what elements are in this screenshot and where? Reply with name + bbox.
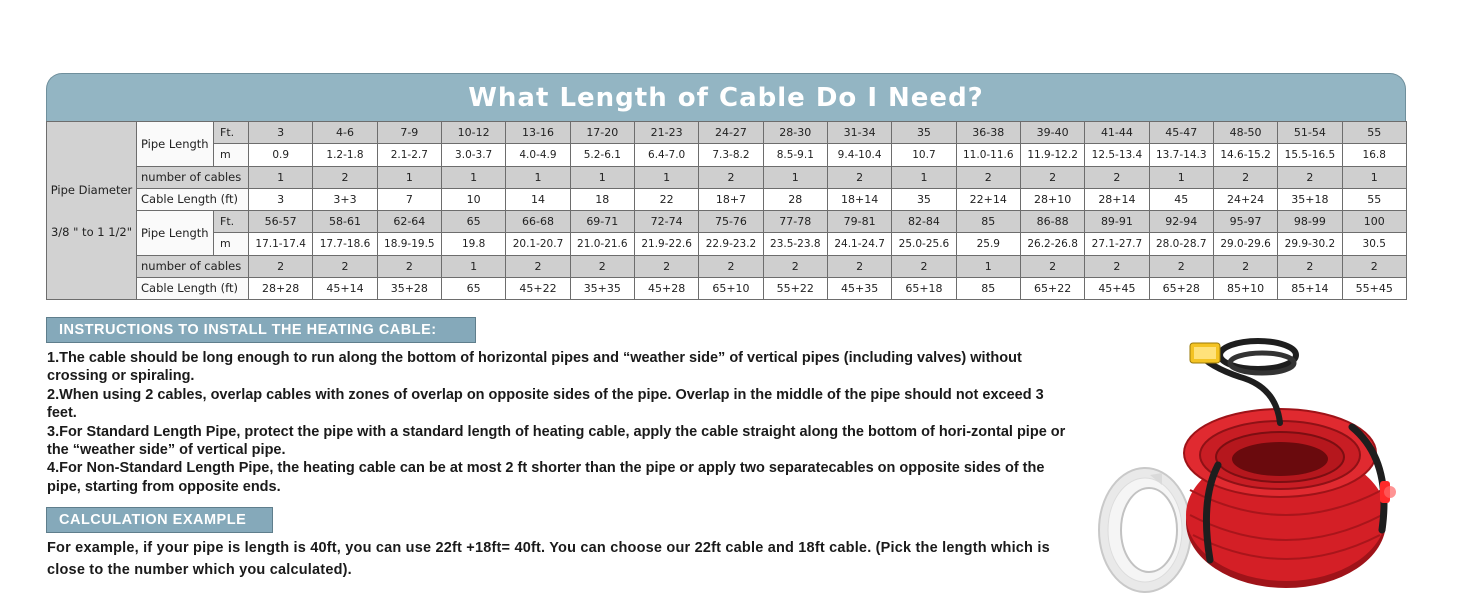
number-of-cables-cell: 2 (313, 166, 377, 188)
pipe-length-m-cell: 17.1-17.4 (249, 233, 313, 255)
unit-ft: Ft. (214, 122, 249, 144)
cable-length-cell: 65+18 (892, 277, 956, 299)
number-of-cables-label: number of cables (137, 166, 249, 188)
block2-m-row (47, 233, 1407, 255)
number-of-cables-cell: 2 (570, 255, 634, 277)
cable-length-cell: 45+28 (634, 277, 698, 299)
pipe-length-m-cell: 2.1-2.7 (377, 144, 441, 166)
cable-length-label: Cable Length (ft) (137, 277, 249, 299)
cable-length-cell: 3+3 (313, 188, 377, 210)
number-of-cables-cell: 1 (763, 166, 827, 188)
number-of-cables-cell: 1 (570, 166, 634, 188)
number-of-cables-cell: 2 (827, 166, 891, 188)
pipe-length-ft-cell: 51-54 (1278, 122, 1342, 144)
cable-length-cell: 35+28 (377, 277, 441, 299)
number-of-cables-cell: 2 (827, 255, 891, 277)
pipe-length-m-cell: 21.0-21.6 (570, 233, 634, 255)
pipe-length-ft-cell: 62-64 (377, 211, 441, 233)
block1-m-row (47, 144, 1407, 166)
pipe-length-m-cell: 26.2-26.8 (1020, 233, 1084, 255)
pipe-length-ft-cell: 72-74 (634, 211, 698, 233)
cable-length-cell: 28+28 (249, 277, 313, 299)
pipe-length-m-cell: 13.7-14.3 (1149, 144, 1213, 166)
pipe-length-m-cell: 15.5-16.5 (1278, 144, 1342, 166)
pipe-length-label: Pipe Length (137, 211, 214, 256)
pipe-length-ft-cell: 7-9 (377, 122, 441, 144)
pipe-length-m-cell: 0.9 (249, 144, 313, 166)
pipe-length-m-cell: 1.2-1.8 (313, 144, 377, 166)
number-of-cables-cell: 2 (1149, 255, 1213, 277)
cable-length-cell: 55+22 (763, 277, 827, 299)
pipe-length-m-cell: 6.4-7.0 (634, 144, 698, 166)
number-of-cables-cell: 2 (249, 255, 313, 277)
pipe-length-m-cell: 9.4-10.4 (827, 144, 891, 166)
pipe-length-ft-cell: 35 (892, 122, 956, 144)
pipe-length-ft-cell: 77-78 (763, 211, 827, 233)
number-of-cables-cell: 2 (1020, 166, 1084, 188)
heating-cable-coil-icon (1184, 341, 1396, 588)
cable-length-cell: 24+24 (1213, 188, 1277, 210)
pipe-length-m-cell: 25.0-25.6 (892, 233, 956, 255)
instruction-item: 2.When using 2 cables, overlap cables with zones of overlap on opposite sides of the pipe. Overlap in the middle of the pipe should not exceed 3 feet. (47, 386, 1044, 422)
pipe-length-ft-cell: 100 (1342, 211, 1406, 233)
number-of-cables-cell: 1 (956, 255, 1020, 277)
pipe-length-m-cell: 18.9-19.5 (377, 233, 441, 255)
cable-length-cell: 14 (506, 188, 570, 210)
pipe-length-ft-cell: 58-61 (313, 211, 377, 233)
pipe-length-ft-cell: 86-88 (1020, 211, 1084, 233)
number-of-cables-cell: 2 (1213, 166, 1277, 188)
pipe-length-ft-cell: 28-30 (763, 122, 827, 144)
cable-length-cell: 22 (634, 188, 698, 210)
pipe-length-m-cell: 10.7 (892, 144, 956, 166)
block1-cables-row (47, 166, 1407, 188)
number-of-cables-cell: 1 (506, 166, 570, 188)
number-of-cables-cell: 2 (1020, 255, 1084, 277)
number-of-cables-cell: 2 (1278, 166, 1342, 188)
block2-ft-row (47, 211, 1407, 233)
pipe-length-m-cell: 27.1-27.7 (1085, 233, 1149, 255)
pipe-length-m-cell: 29.9-30.2 (1278, 233, 1342, 255)
pipe-length-ft-cell: 13-16 (506, 122, 570, 144)
cable-length-cell: 35+35 (570, 277, 634, 299)
pipe-length-m-cell: 17.7-18.6 (313, 233, 377, 255)
pipe-length-m-cell: 22.9-23.2 (699, 233, 763, 255)
pipe-length-ft-cell: 66-68 (506, 211, 570, 233)
pipe-length-ft-cell: 95-97 (1213, 211, 1277, 233)
block2-length-row (47, 277, 1407, 299)
block2-cables-row (47, 255, 1407, 277)
pipe-length-ft-cell: 85 (956, 211, 1020, 233)
number-of-cables-cell: 1 (249, 166, 313, 188)
heating-cable-product-image (1090, 325, 1410, 595)
pipe-length-m-cell: 30.5 (1342, 233, 1406, 255)
cable-length-cell: 18+7 (699, 188, 763, 210)
pipe-length-m-cell: 5.2-6.1 (570, 144, 634, 166)
instruction-item: 1.The cable should be long enough to run along the bottom of horizontal pipes and “weather side” of vertical pipes (including valves) without crossing or spiraling. (47, 350, 1022, 385)
pipe-length-m-cell: 25.9 (956, 233, 1020, 255)
calculation-heading: CALCULATION EXAMPLE (46, 507, 273, 533)
pipe-length-m-cell: 19.8 (441, 233, 505, 255)
number-of-cables-cell: 2 (377, 255, 441, 277)
cable-length-cell: 28+14 (1085, 188, 1149, 210)
number-of-cables-cell: 2 (699, 255, 763, 277)
number-of-cables-cell: 2 (1085, 166, 1149, 188)
pipe-length-m-cell: 4.0-4.9 (506, 144, 570, 166)
pipe-length-ft-cell: 39-40 (1020, 122, 1084, 144)
pipe-length-ft-cell: 69-71 (570, 211, 634, 233)
pipe-length-ft-cell: 98-99 (1278, 211, 1342, 233)
pipe-length-ft-cell: 45-47 (1149, 122, 1213, 144)
cable-length-cell: 65+28 (1149, 277, 1213, 299)
pipe-length-m-cell: 14.6-15.2 (1213, 144, 1277, 166)
pipe-length-ft-cell: 48-50 (1213, 122, 1277, 144)
number-of-cables-cell: 2 (1085, 255, 1149, 277)
pipe-length-ft-cell: 10-12 (441, 122, 505, 144)
cable-length-cell: 35+18 (1278, 188, 1342, 210)
cable-length-cell: 45+14 (313, 277, 377, 299)
cable-length-cell: 55 (1342, 188, 1406, 210)
pipe-length-m-cell: 8.5-9.1 (763, 144, 827, 166)
calculation-text: For example, if your pipe is length is 40ft, you can use 22ft +18ft= 40ft. You can choose our 22ft cable and 18ft cable. (Pick the length which is close to the number which you calculated). (47, 540, 1050, 578)
pipe-length-m-cell: 3.0-3.7 (441, 144, 505, 166)
pipe-length-ft-cell: 79-81 (827, 211, 891, 233)
pipe-diameter-value: 3/8 " to 1 1/2" (50, 224, 133, 239)
pipe-length-ft-cell: 31-34 (827, 122, 891, 144)
cable-length-cell: 18 (570, 188, 634, 210)
number-of-cables-cell: 1 (377, 166, 441, 188)
cable-length-cell: 85 (956, 277, 1020, 299)
cable-length-table (46, 121, 1407, 300)
pipe-length-ft-cell: 82-84 (892, 211, 956, 233)
pipe-length-m-cell: 28.0-28.7 (1149, 233, 1213, 255)
block1-ft-row (47, 122, 1407, 144)
cable-length-cell: 22+14 (956, 188, 1020, 210)
number-of-cables-cell: 1 (441, 255, 505, 277)
cable-length-cell: 85+14 (1278, 277, 1342, 299)
cable-length-cell: 55+45 (1342, 277, 1406, 299)
pipe-length-ft-cell: 56-57 (249, 211, 313, 233)
cable-length-cell: 18+14 (827, 188, 891, 210)
title-banner (46, 73, 1406, 121)
cable-length-cell: 45+45 (1085, 277, 1149, 299)
cable-length-cell: 7 (377, 188, 441, 210)
pipe-length-m-cell: 21.9-22.6 (634, 233, 698, 255)
pipe-length-ft-cell: 24-27 (699, 122, 763, 144)
unit-ft: Ft. (214, 211, 249, 233)
pipe-length-m-cell: 7.3-8.2 (699, 144, 763, 166)
cable-length-cell: 65+22 (1020, 277, 1084, 299)
number-of-cables-cell: 2 (313, 255, 377, 277)
cable-length-cell: 85+10 (1213, 277, 1277, 299)
pipe-length-ft-cell: 92-94 (1149, 211, 1213, 233)
number-of-cables-cell: 1 (634, 166, 698, 188)
pipe-length-ft-cell: 41-44 (1085, 122, 1149, 144)
number-of-cables-cell: 2 (1342, 255, 1406, 277)
cable-length-label: Cable Length (ft) (137, 188, 249, 210)
cable-length-cell: 45 (1149, 188, 1213, 210)
pipe-length-ft-cell: 21-23 (634, 122, 698, 144)
pipe-diameter-label: Pipe Diameter (50, 182, 133, 197)
cable-length-cell: 3 (249, 188, 313, 210)
cable-length-cell: 10 (441, 188, 505, 210)
aluminum-tape-roll-icon (1099, 468, 1191, 592)
page-title: What Length of Cable Do I Need? (468, 82, 984, 113)
pipe-length-m-cell: 20.1-20.7 (506, 233, 570, 255)
pipe-length-m-cell: 11.0-11.6 (956, 144, 1020, 166)
pipe-length-ft-cell: 17-20 (570, 122, 634, 144)
pipe-length-ft-cell: 65 (441, 211, 505, 233)
block1-length-row (47, 188, 1407, 210)
cable-length-cell: 65+10 (699, 277, 763, 299)
pipe-length-ft-cell: 3 (249, 122, 313, 144)
instructions-heading: INSTRUCTIONS TO INSTALL THE HEATING CABLE: (46, 317, 476, 343)
number-of-cables-cell: 2 (892, 255, 956, 277)
instruction-item: 3.For Standard Length Pipe, protect the pipe with a standard length of heating cable, apply the cable straight along the bottom of hori-zontal pipe or the “weather side” of vertical pipe. (47, 423, 1066, 459)
pipe-length-m-cell: 16.8 (1342, 144, 1406, 166)
pipe-length-ft-cell: 75-76 (699, 211, 763, 233)
number-of-cables-cell: 1 (441, 166, 505, 188)
number-of-cables-cell: 1 (892, 166, 956, 188)
pipe-length-m-cell: 12.5-13.4 (1085, 144, 1149, 166)
cable-length-cell: 28 (763, 188, 827, 210)
cable-length-cell: 28+10 (1020, 188, 1084, 210)
number-of-cables-cell: 2 (634, 255, 698, 277)
number-of-cables-cell: 2 (1213, 255, 1277, 277)
pipe-length-m-cell: 11.9-12.2 (1020, 144, 1084, 166)
pipe-diameter-cell (47, 122, 137, 300)
pipe-length-label: Pipe Length (137, 122, 214, 167)
pipe-length-m-cell: 29.0-29.6 (1213, 233, 1277, 255)
pipe-length-ft-cell: 4-6 (313, 122, 377, 144)
number-of-cables-label: number of cables (137, 255, 249, 277)
number-of-cables-cell: 1 (1149, 166, 1213, 188)
pipe-length-ft-cell: 36-38 (956, 122, 1020, 144)
pipe-length-m-cell: 23.5-23.8 (763, 233, 827, 255)
pipe-length-ft-cell: 55 (1342, 122, 1406, 144)
cable-length-cell: 45+35 (827, 277, 891, 299)
pipe-length-ft-cell: 89-91 (1085, 211, 1149, 233)
cable-length-cell: 45+22 (506, 277, 570, 299)
instruction-item: 4.For Non-Standard Length Pipe, the heating cable can be at most 2 ft shorter than the pipe or apply two separatecables on opposite sides of the pipe, starting from opposite ends. (47, 460, 1045, 495)
number-of-cables-cell: 1 (1342, 166, 1406, 188)
unit-m: m (214, 144, 249, 166)
number-of-cables-cell: 2 (763, 255, 827, 277)
number-of-cables-cell: 2 (1278, 255, 1342, 277)
number-of-cables-cell: 2 (956, 166, 1020, 188)
cable-length-cell: 65 (441, 277, 505, 299)
unit-m: m (214, 233, 249, 255)
cable-length-cell: 35 (892, 188, 956, 210)
instructions-list (47, 349, 1077, 496)
number-of-cables-cell: 2 (699, 166, 763, 188)
number-of-cables-cell: 2 (506, 255, 570, 277)
pipe-length-m-cell: 24.1-24.7 (827, 233, 891, 255)
